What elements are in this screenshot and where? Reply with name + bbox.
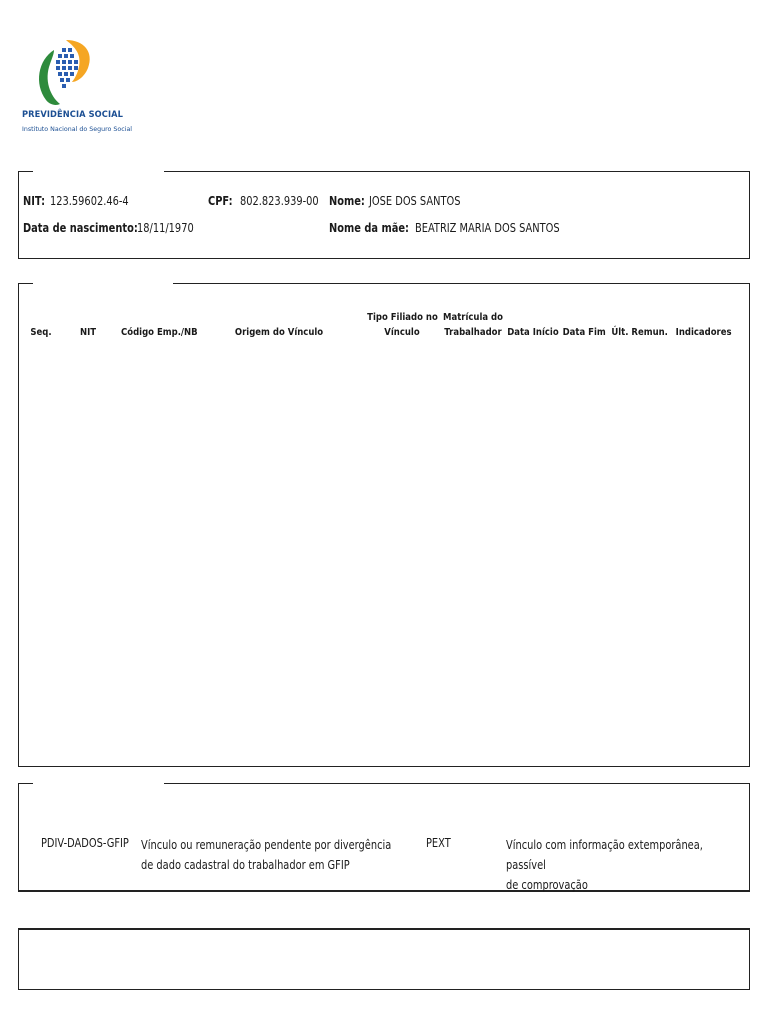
nome-label: Nome: [329, 194, 365, 208]
column-header-matricula-line2: Trabalhador [444, 327, 502, 338]
nascimento-label: Data de nascimento: [23, 221, 138, 235]
legend-desc-pdiv [141, 835, 391, 875]
column-header-origem: Origem do Vínculo [234, 327, 324, 338]
previdencia-logo [18, 38, 133, 142]
column-header-indicadores: Indicadores [675, 327, 732, 338]
nome-value: JOSE DOS SANTOS [369, 194, 461, 208]
legend-desc-pdiv-line1: Vínculo ou remuneração pendente por divergência [141, 838, 392, 852]
nome-mae-label: Nome da mãe: [329, 221, 409, 235]
legend-desc-pdiv-line2: de dado cadastral do trabalhador em GFIP [141, 858, 350, 872]
nascimento-value: 18/11/1970 [137, 221, 194, 235]
legend-desc-pext [506, 835, 705, 895]
nome-mae-value: BEATRIZ MARIA DOS SANTOS [415, 221, 560, 235]
logo-brand-text: PREVIDÊNCIA SOCIAL [22, 110, 123, 120]
cpf-value: 802.823.939-00 [240, 194, 319, 208]
column-header-data-inicio: Data Início [507, 327, 559, 338]
column-header-tipo-line2: Vínculo [384, 327, 420, 338]
indicadores-legend [18, 783, 750, 892]
column-header-tipo-filiado [367, 310, 437, 340]
vinculos-table [18, 283, 750, 767]
section-header-gap [33, 782, 164, 786]
column-header-data-fim: Data Fim [562, 327, 606, 338]
section-header-gap [33, 170, 164, 174]
column-header-seq: Seq. [30, 327, 52, 338]
person-info-section [18, 171, 750, 259]
cpf-label: CPF: [208, 194, 233, 208]
column-header-matricula-line1: Matrícula do [442, 312, 503, 323]
previdencia-emblem-icon [32, 38, 98, 108]
logo-subtitle-text: Instituto Nacional do Seguro Social [22, 126, 133, 133]
footer-section [18, 928, 750, 990]
legend-code-pext: PEXT [426, 836, 451, 850]
nit-value: 123.59602.46-4 [50, 194, 129, 208]
legend-code-pdiv: PDIV-DADOS-GFIP [41, 836, 129, 850]
column-header-tipo-line1: Tipo Filiado no [367, 312, 438, 323]
column-header-nit: NIT [79, 327, 97, 338]
legend-desc-pext-line2: de comprovação [506, 878, 588, 892]
column-header-matricula [442, 310, 503, 340]
column-header-ult-remun: Últ. Remun. [611, 327, 668, 338]
section-header-gap [33, 282, 173, 286]
nit-label: NIT: [23, 194, 46, 208]
column-header-codigo: Código Emp./NB [121, 327, 198, 338]
legend-desc-pext-line1: Vínculo com informação extemporânea, passível [506, 838, 703, 872]
